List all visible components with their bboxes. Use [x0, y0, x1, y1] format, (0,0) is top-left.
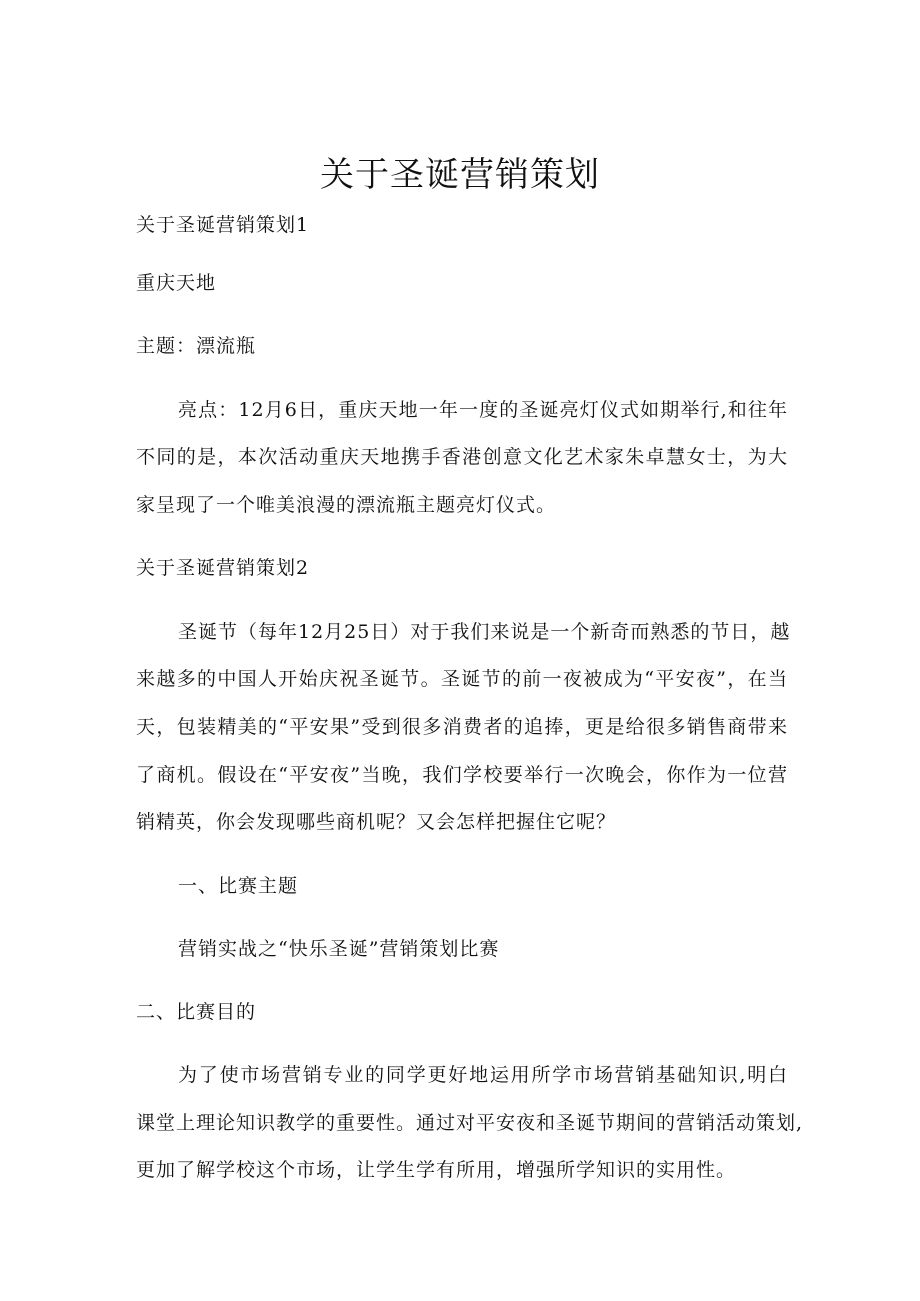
paragraph-line: 课堂上理论知识教学的重要性。通过对平安夜和圣诞节期间的营销活动策划,: [136, 1112, 804, 1134]
competition-theme-text: 营销实战之“快乐圣诞”营销策划比赛: [178, 938, 500, 960]
subheading-competition-purpose: 二、比赛目的: [136, 1001, 257, 1023]
paragraph-line: 销精英，你会发现哪些商机呢？又会怎样把握住它呢？: [136, 811, 617, 833]
paragraph-line: 了商机。假设在“平安夜”当晚，我们学校要举行一次晚会，你作为一位营: [136, 764, 788, 786]
section-heading-1: 关于圣诞营销策划1: [136, 214, 310, 236]
venue-line: 重庆天地: [136, 272, 217, 294]
paragraph-line: 不同的是，本次活动重庆天地携手香港创意文化艺术家朱卓慧女士，为大: [136, 446, 788, 468]
subheading-competition-theme: 一、比赛主题: [178, 875, 299, 897]
paragraph-line: 为了使市场营销专业的同学更好地运用所学市场营销基础知识,明白: [178, 1064, 788, 1086]
theme-line: 主题：漂流瓶: [136, 335, 257, 357]
document-title: 关于圣诞营销策划: [320, 155, 600, 195]
paragraph-line: 圣诞节（每年12月25日）对于我们来说是一个新奇而熟悉的节日，越: [178, 621, 791, 643]
paragraph-line: 家呈现了一个唯美浪漫的漂流瓶主题亮灯仪式。: [136, 494, 557, 516]
paragraph-line: 亮点：12月6日，重庆天地一年一度的圣诞亮灯仪式如期举行,和往年: [178, 399, 788, 421]
paragraph-line: 天，包装精美的“平安果”受到很多消费者的追捧，更是给很多销售商带来: [136, 716, 788, 738]
paragraph-line: 来越多的中国人开始庆祝圣诞节。圣诞节的前一夜被成为“平安夜”，在当: [136, 668, 788, 690]
paragraph-line: 更加了解学校这个市场，让学生学有所用，增强所学知识的实用性。: [136, 1159, 737, 1181]
section-heading-2: 关于圣诞营销策划2: [136, 557, 310, 579]
